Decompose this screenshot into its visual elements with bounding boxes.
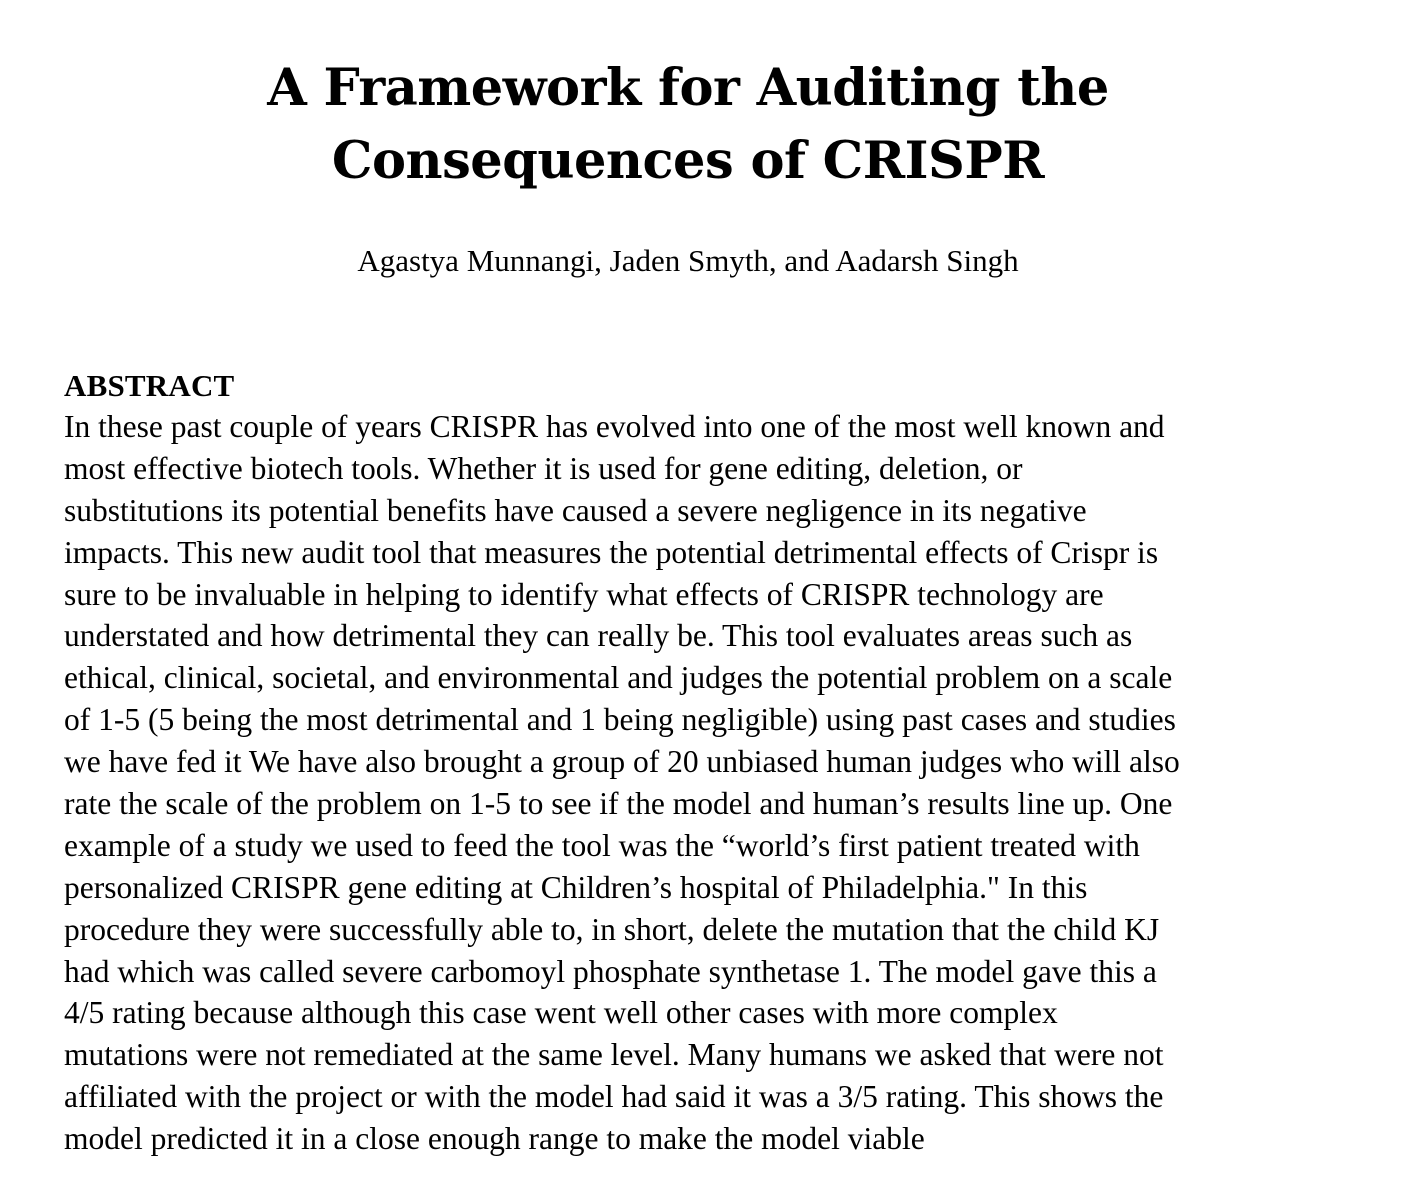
paper-title-line: A Framework for Auditing the [267, 58, 1109, 118]
abstract-line: had which was called severe carbomoyl phosphate synthetase 1. The model gave this a [64, 953, 1157, 989]
abstract-line: sure to be invaluable in helping to identify what effects of CRISPR technology are [64, 576, 1104, 612]
paper-title-line: Consequences of CRISPR [331, 131, 1045, 191]
abstract-line: substitutions its potential benefits have caused a severe negligence in its negative [64, 492, 1087, 528]
abstract-line: affiliated with the project or with the model had said it was a 3/5 rating. This shows the [64, 1079, 1164, 1115]
abstract-line: of 1-5 (5 being the most detrimental and 1 being negligible) using past cases and studies [64, 702, 1176, 738]
abstract-heading: ABSTRACT [64, 368, 235, 403]
abstract-line: we have fed it We have also brought a group of 20 unbiased human judges who will also [64, 744, 1180, 780]
abstract-line: 4/5 rating because although this case went well other cases with more complex [64, 995, 1058, 1031]
abstract-line: model predicted it in a close enough range to make the model viable [64, 1121, 925, 1157]
abstract-line: impacts. This new audit tool that measures the potential detrimental effects of Crispr is [64, 534, 1159, 570]
abstract-line: example of a study we used to feed the tool was the “world’s first patient treated with [64, 827, 1140, 863]
paper-title [0, 52, 1376, 198]
abstract-line: In these past couple of years CRISPR has evolved into one of the most well known and [64, 409, 1165, 444]
abstract-line: personalized CRISPR gene editing at Children’s hospital of Philadelphia." In this [64, 869, 1088, 905]
abstract-body [64, 406, 1364, 1160]
abstract-line: mutations were not remediated at the same level. Many humans we asked that were not [64, 1037, 1164, 1073]
abstract-line: rate the scale of the problem on 1-5 to see if the model and human’s results line up. One [64, 786, 1173, 822]
abstract-section [64, 366, 1364, 1160]
abstract-line: procedure they were successfully able to, in short, delete the mutation that the child KJ [64, 911, 1160, 947]
paper-authors: Agastya Munnangi, Jaden Smyth, and Aadarsh Singh [357, 243, 1019, 278]
abstract-line: ethical, clinical, societal, and environmental and judges the potential problem on a scale [64, 660, 1173, 696]
abstract-line: most effective biotech tools. Whether it is used for gene editing, deletion, or [64, 450, 1023, 486]
abstract-line: understated and how detrimental they can really be. This tool evaluates areas such as [64, 618, 1133, 654]
